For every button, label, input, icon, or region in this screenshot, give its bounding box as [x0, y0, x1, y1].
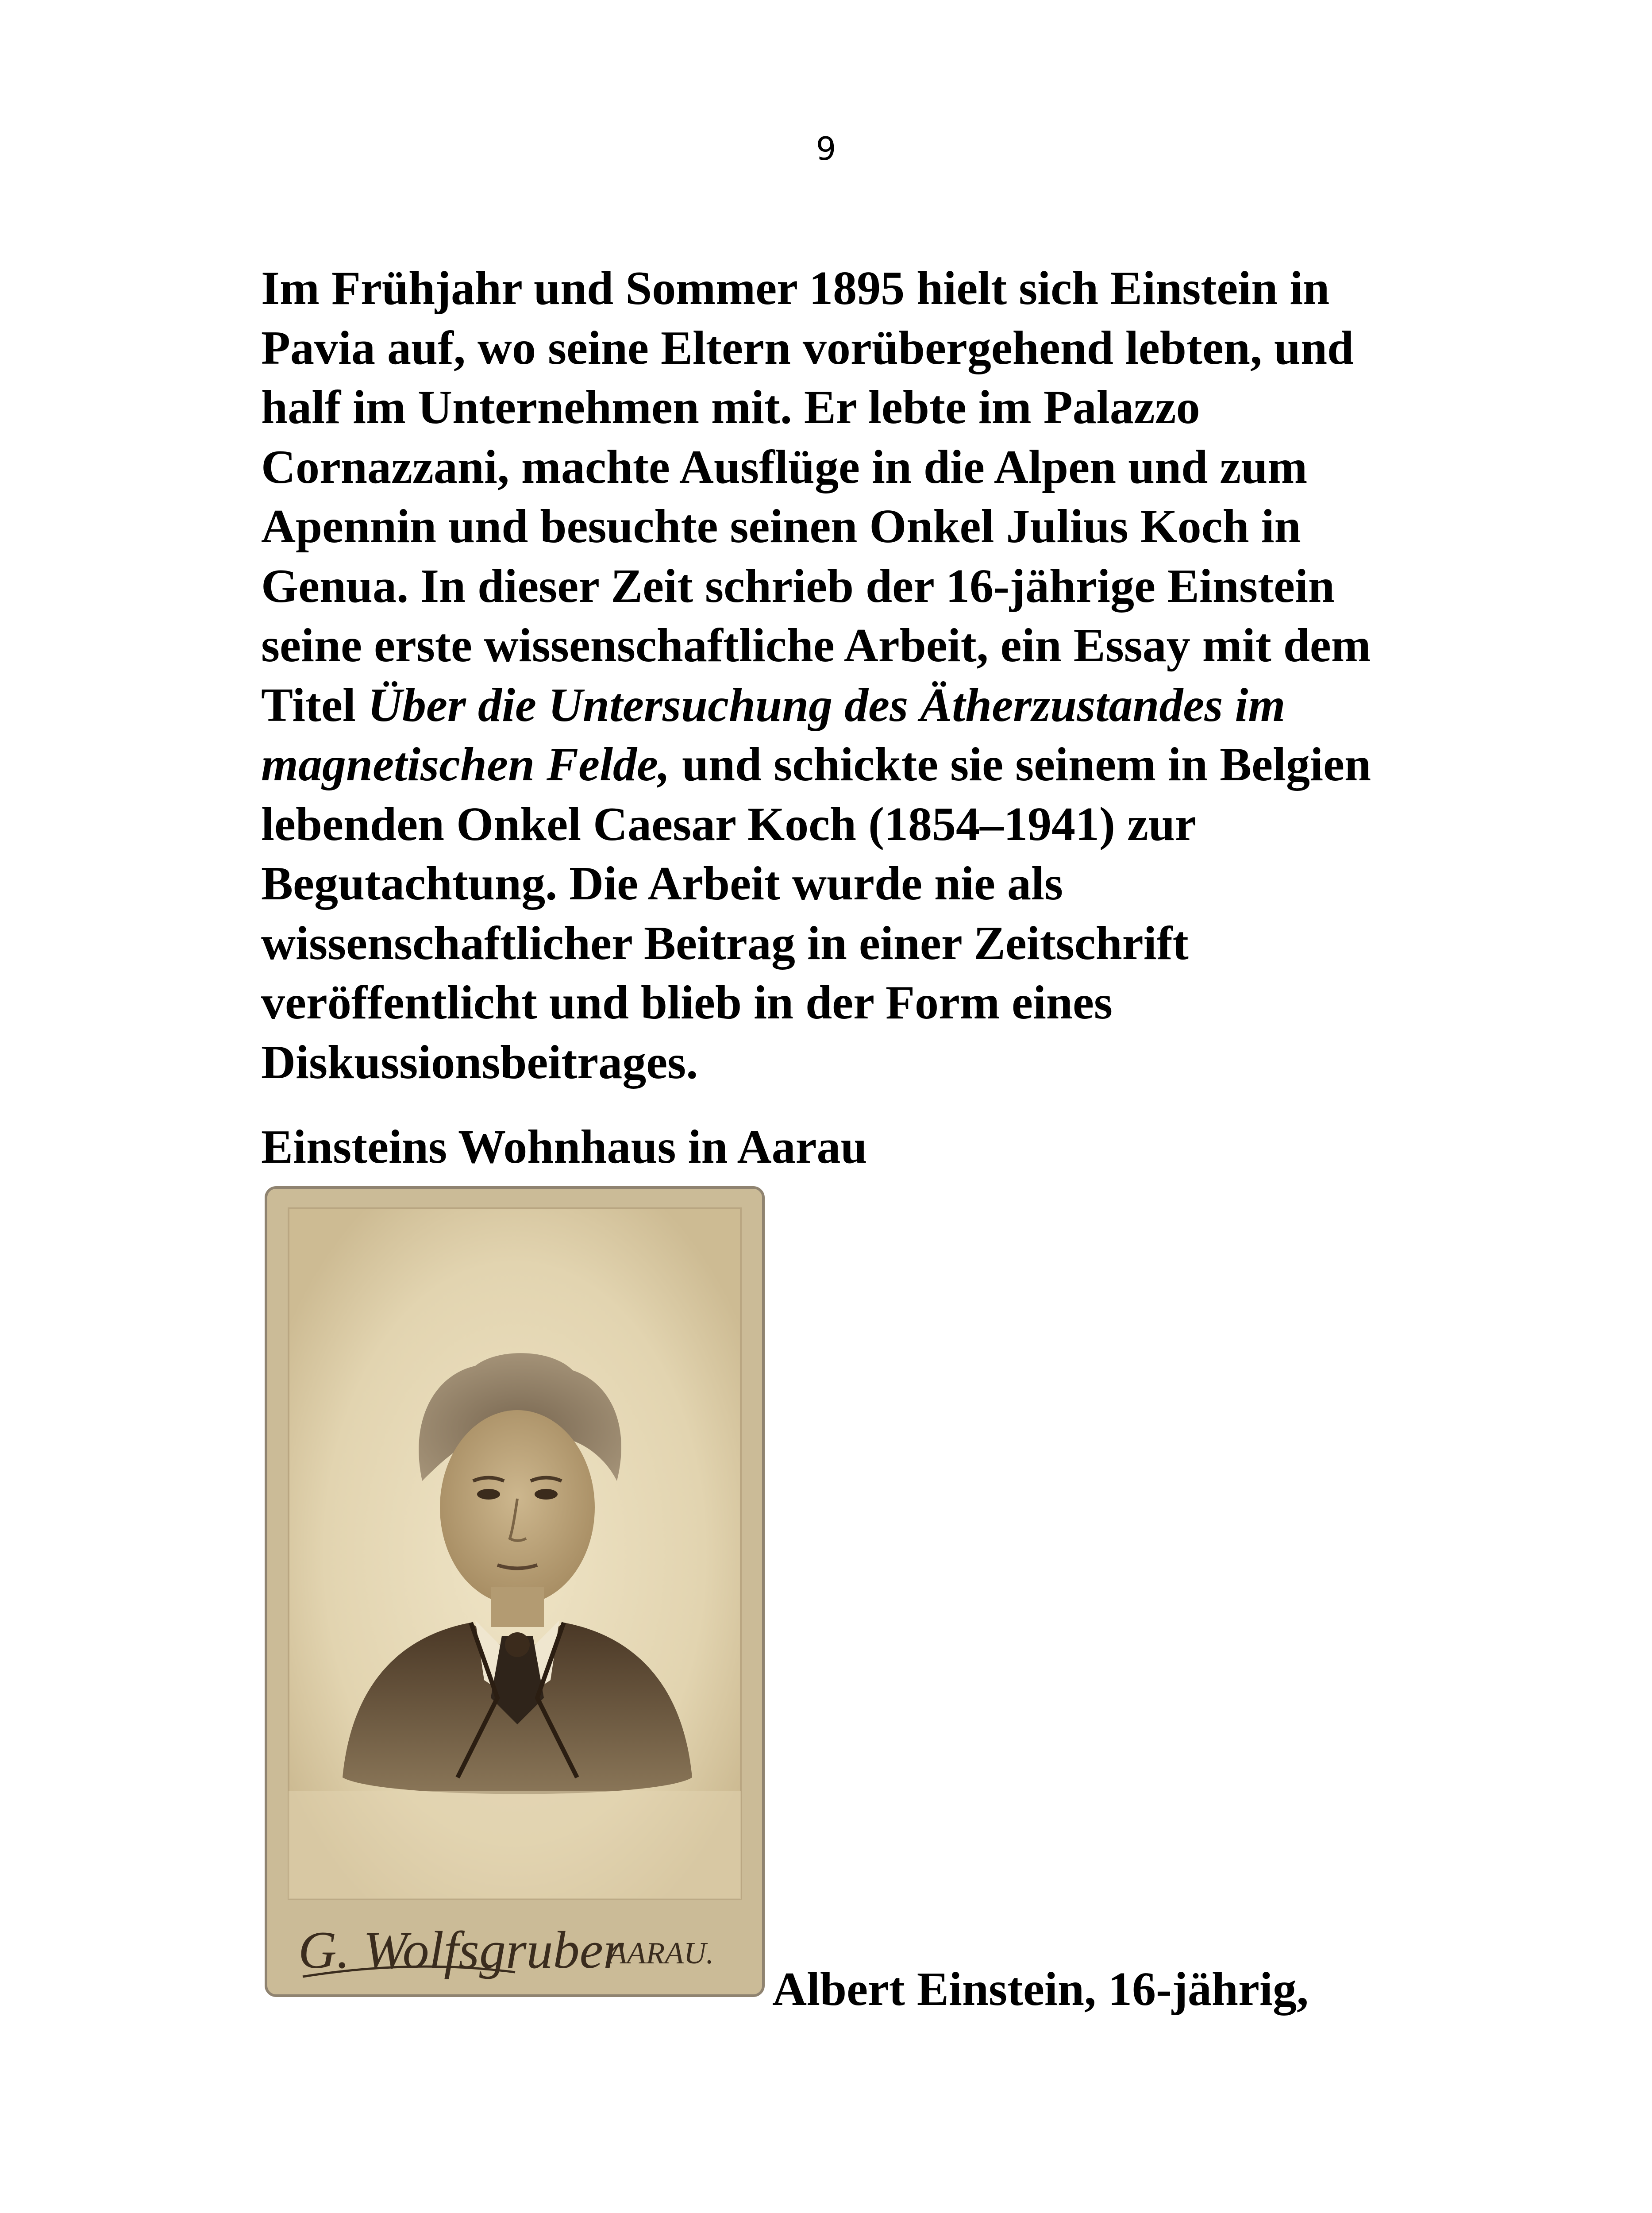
paragraph-text-end: und schickte sie seinem in Belgien lebenden Onkel Caesar Koch (1854–1941) zur Begutachtung. Die Arbeit wurde nie als wissenschaftlicher Beitrag in einer Zeitschrift veröffentlicht und blieb in der Form eines Diskussionsbeitrages.: [261, 738, 1371, 1089]
studio-city: AARAU.: [608, 1936, 714, 1970]
body-paragraph: [261, 259, 1425, 1092]
portrait-photo: [265, 1186, 765, 1997]
photo-caption: Albert Einstein, 16-jährig,: [772, 1963, 1309, 2016]
essay-title: Über die Untersuchung des Ätherzustandes im magnetischen Felde,: [261, 679, 1286, 791]
page-number: 9: [816, 130, 836, 167]
section-heading: Einsteins Wohnhaus in Aarau: [261, 1121, 867, 1173]
studio-signature: G. Wolfsgruber: [298, 1920, 624, 1979]
paragraph-text-start: Im Frühjahr und Sommer 1895 hielt sich Einstein in Pavia auf, wo seine Eltern vorübergehend lebten, und half im Unternehmen mit. Er lebte im Palazzo Cornazzani, machte Ausflüge in die Alpen und zum Apennin und besuchte seinen Onkel Julius Koch in Genua. In dieser Zeit schrieb der 16-jährige Einstein seine erste wissenschaftliche Arbeit, ein Essay mit dem Titel: [261, 262, 1371, 732]
portrait-photo-drawing: [267, 1189, 762, 1994]
